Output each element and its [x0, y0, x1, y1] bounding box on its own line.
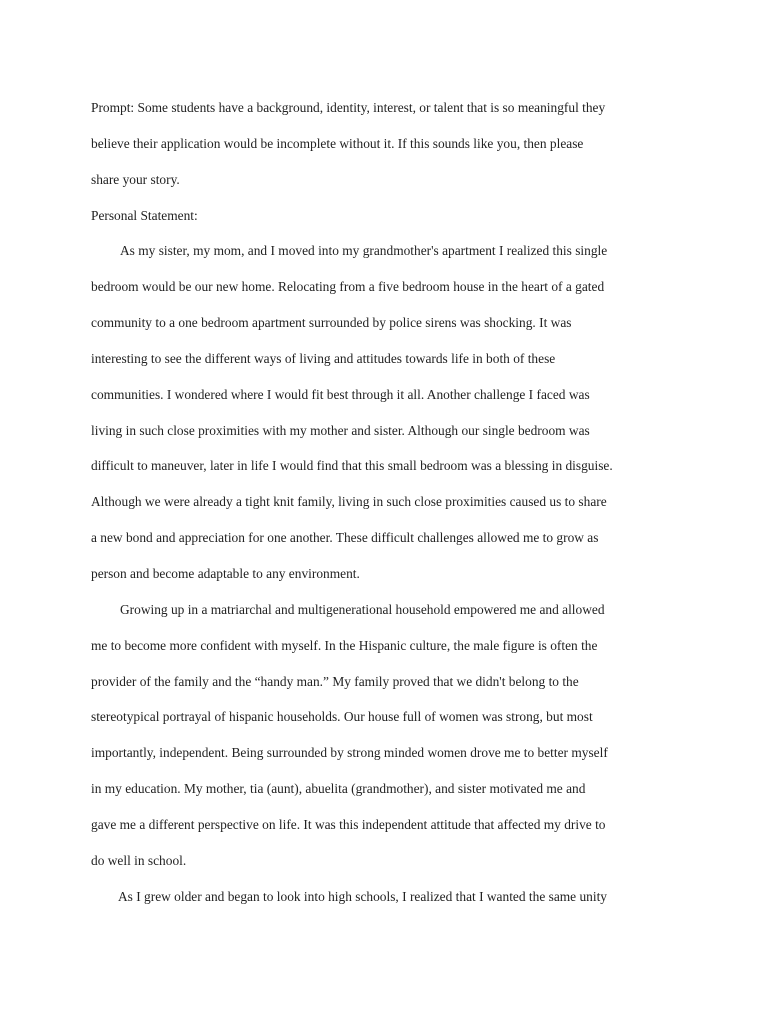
- paragraph-2-line-3: provider of the family and the “handy man.” My family proved that we didn't belong to the: [91, 673, 579, 689]
- paragraph-1-line-4: interesting to see the different ways of living and attitudes towards life in both of these: [91, 350, 556, 366]
- paragraph-2-line-4: stereotypical portrayal of hispanic households. Our house full of women was strong, but most: [91, 709, 593, 725]
- paragraph-1-line-2: bedroom would be our new home. Relocating from a five bedroom house in the heart of a gated: [91, 279, 605, 295]
- prompt-line-3: share your story.: [91, 171, 180, 187]
- paragraph-1-line-9: a new bond and appreciation for one another. These difficult challenges allowed me to grow as: [91, 530, 599, 546]
- paragraph-1-line-7: difficult to maneuver, later in life I would find that this small bedroom was a blessing in disguise.: [91, 458, 613, 474]
- paragraph-3-line-1: As I grew older and began to look into high schools, I realized that I wanted the same unity: [118, 888, 608, 904]
- paragraph-2-line-6: in my education. My mother, tia (aunt), abuelita (grandmother), and sister motivated me and: [91, 781, 586, 797]
- paragraph-1-line-6: living in such close proximities with my mother and sister. Although our single bedroom was: [91, 422, 590, 438]
- paragraph-1-line-3: community to a one bedroom apartment surrounded by police sirens was shocking. It was: [91, 315, 572, 331]
- section-heading: Personal Statement:: [91, 207, 198, 223]
- paragraph-2-line-2: me to become more confident with myself. In the Hispanic culture, the male figure is often the: [91, 637, 598, 653]
- paragraph-2-line-7: gave me a different perspective on life. It was this independent attitude that affected my drive to: [91, 816, 606, 832]
- paragraph-2-line-1: Growing up in a matriarchal and multigenerational household empowered me and allowed: [120, 601, 605, 617]
- paragraph-1-line-8: Although we were already a tight knit family, living in such close proximities caused us to share: [91, 494, 607, 510]
- paragraph-2-line-8: do well in school.: [91, 852, 187, 868]
- prompt-line-1: Prompt: Some students have a background, identity, interest, or talent that is so meaningful they: [91, 100, 606, 115]
- paragraph-2-line-5: importantly, independent. Being surrounded by strong minded women drove me to better myself: [91, 745, 608, 761]
- paragraph-1-line-5: communities. I wondered where I would fit best through it all. Another challenge I faced was: [91, 386, 590, 402]
- prompt-line-2: believe their application would be incomplete without it. If this sounds like you, then please: [91, 135, 584, 151]
- paragraph-1-line-1: As my sister, my mom, and I moved into my grandmother's apartment I realized this single: [120, 243, 608, 259]
- paragraph-1-line-10: person and become adaptable to any environment.: [91, 565, 360, 581]
- personal-statement-text: [91, 90, 677, 914]
